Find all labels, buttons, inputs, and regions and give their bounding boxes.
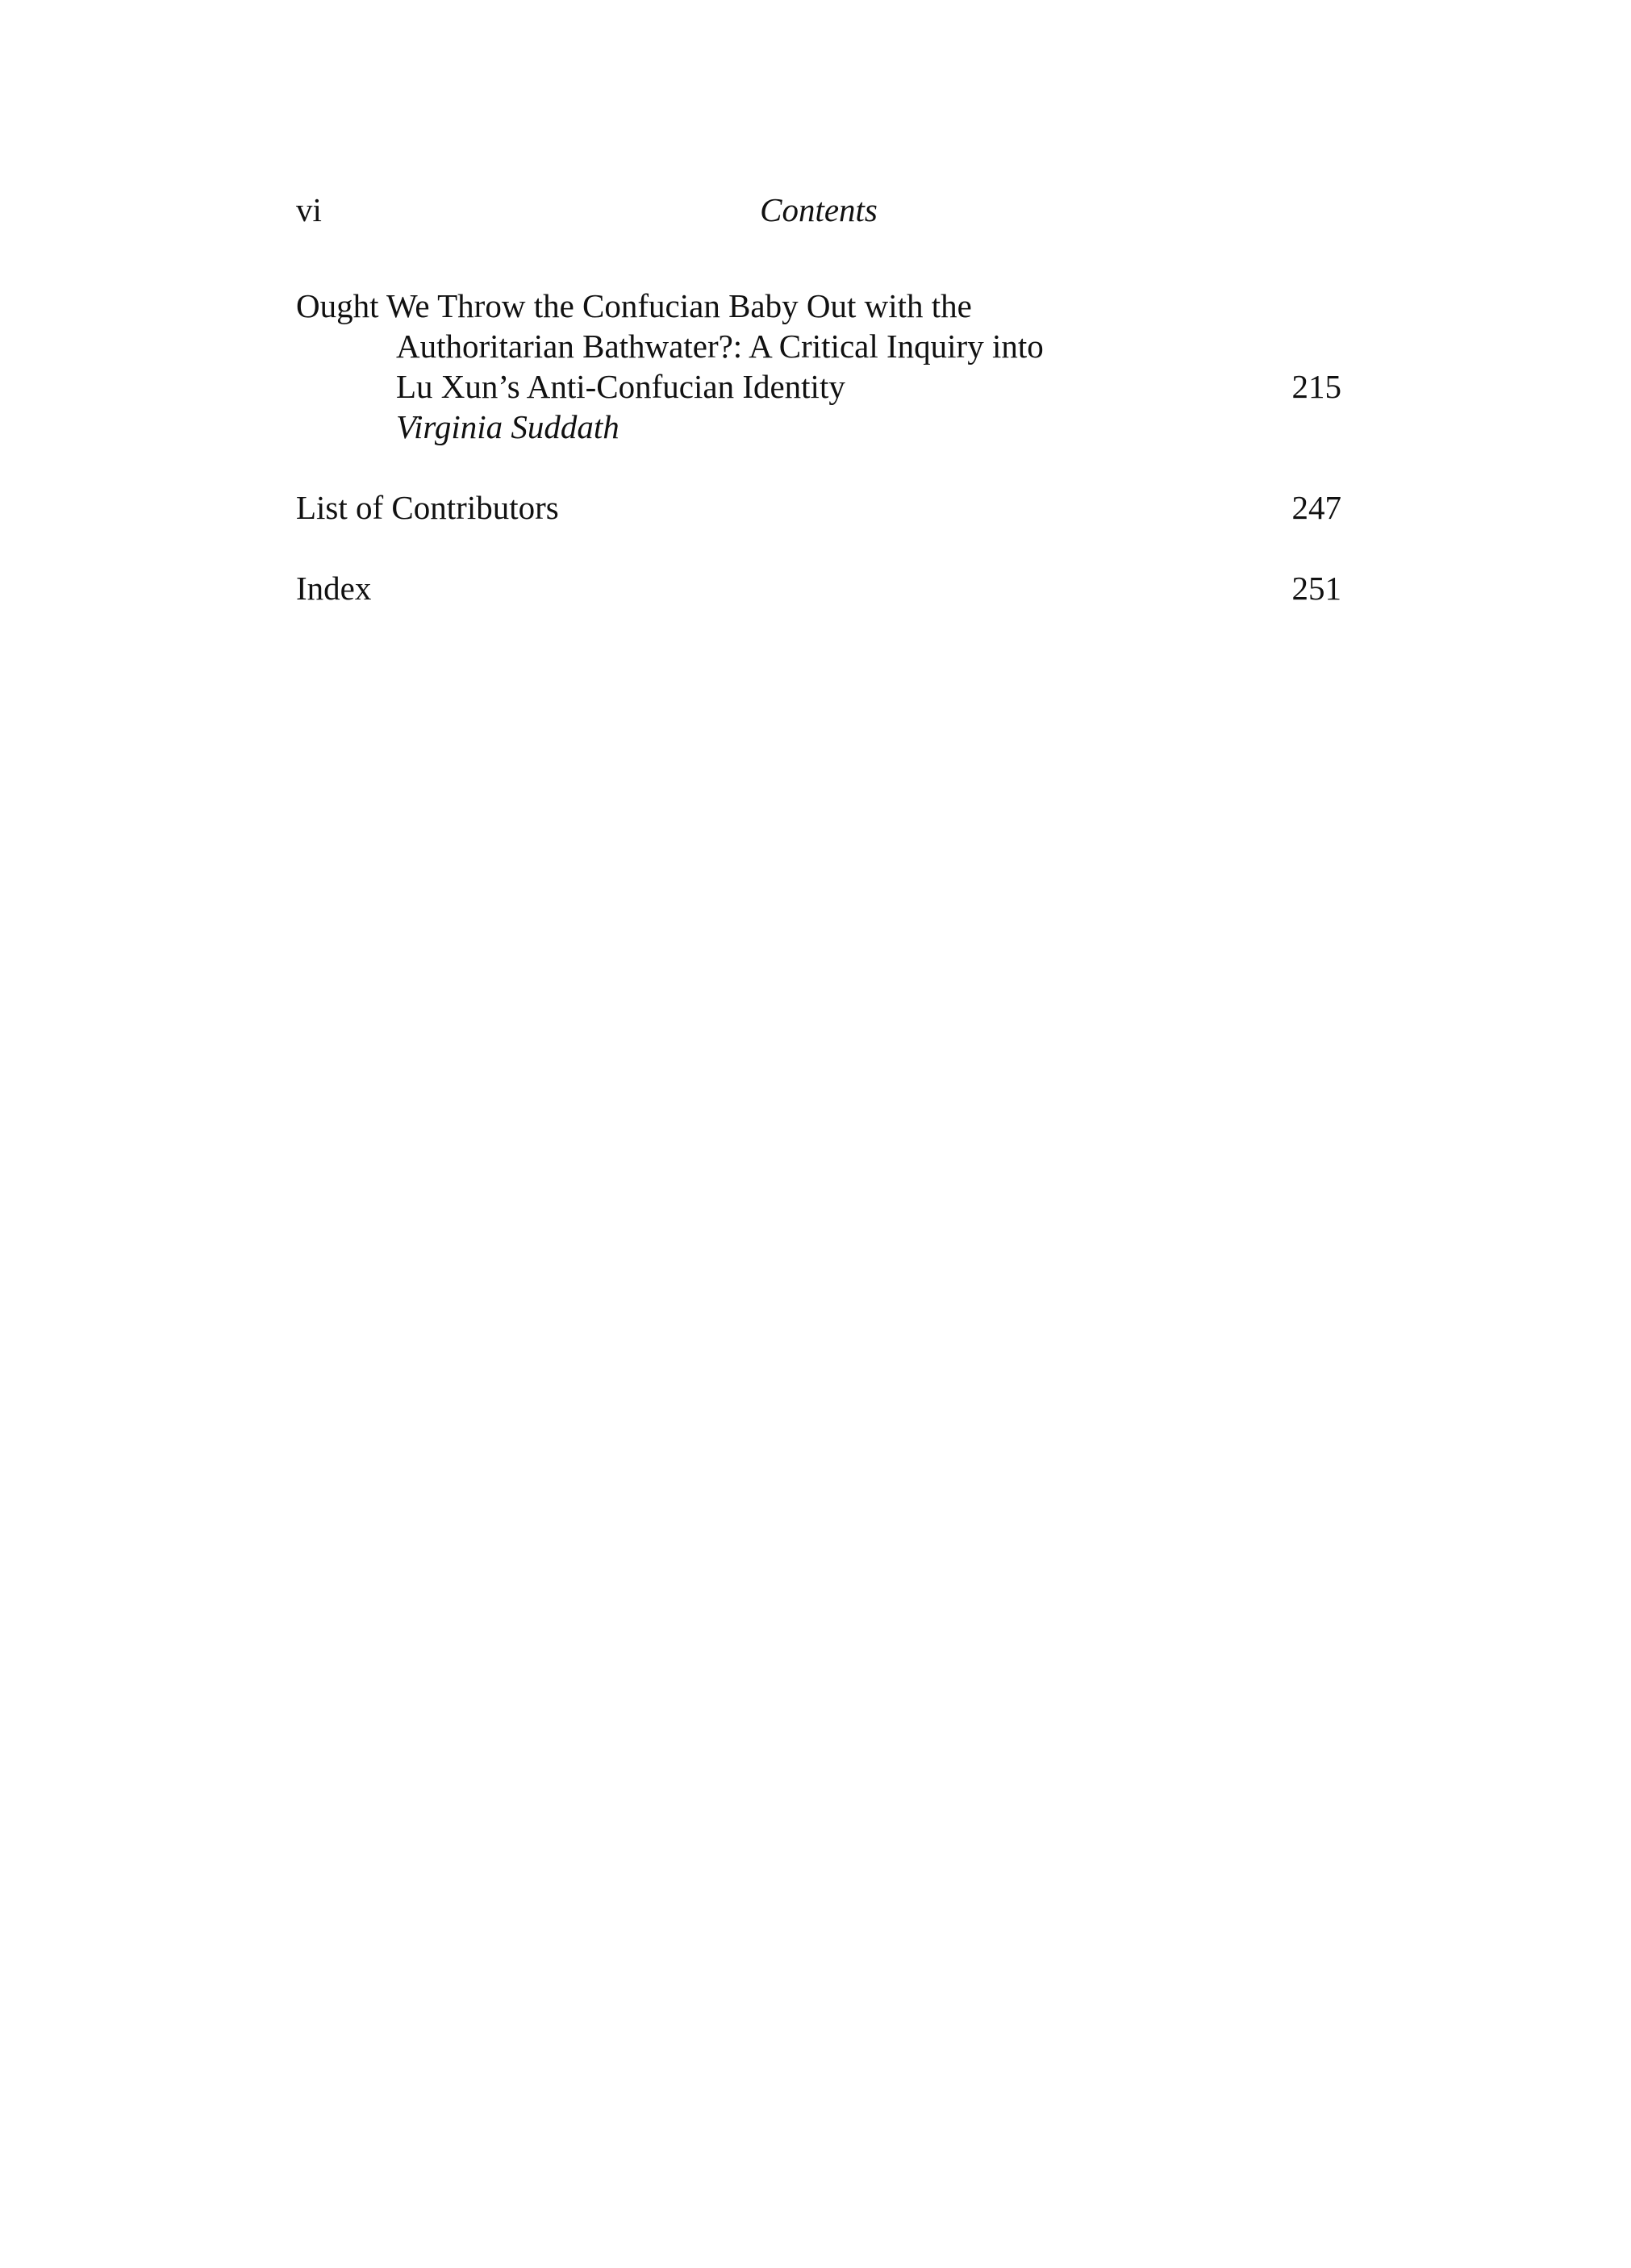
toc-entry-page-number: 215 — [1291, 368, 1341, 405]
toc-entry-index[interactable] — [296, 568, 1341, 608]
toc-entry-page-number: 251 — [1291, 570, 1341, 607]
toc-entry-list-of-contributors[interactable] — [296, 487, 1341, 528]
page-number: vi — [296, 191, 322, 228]
toc-entry-page-number: 247 — [1291, 489, 1341, 526]
toc-entry-title-line-1: Ought We Throw the Confucian Baby Out with the — [296, 287, 972, 324]
toc-entry-title-line-2: Authoritarian Bathwater?: A Critical Inquiry into — [396, 328, 1044, 365]
table-of-contents — [296, 286, 1341, 608]
toc-entry-confucian-baby[interactable] — [296, 286, 1341, 447]
toc-entry-title-line-3: Lu Xun’s Anti-Confucian Identity — [396, 368, 845, 405]
toc-entry-author: Virginia Suddath — [396, 408, 619, 445]
toc-entry-title: Index — [296, 570, 372, 607]
page-header — [296, 186, 1341, 234]
running-head: Contents — [760, 191, 878, 228]
toc-entry-title: List of Contributors — [296, 489, 559, 526]
